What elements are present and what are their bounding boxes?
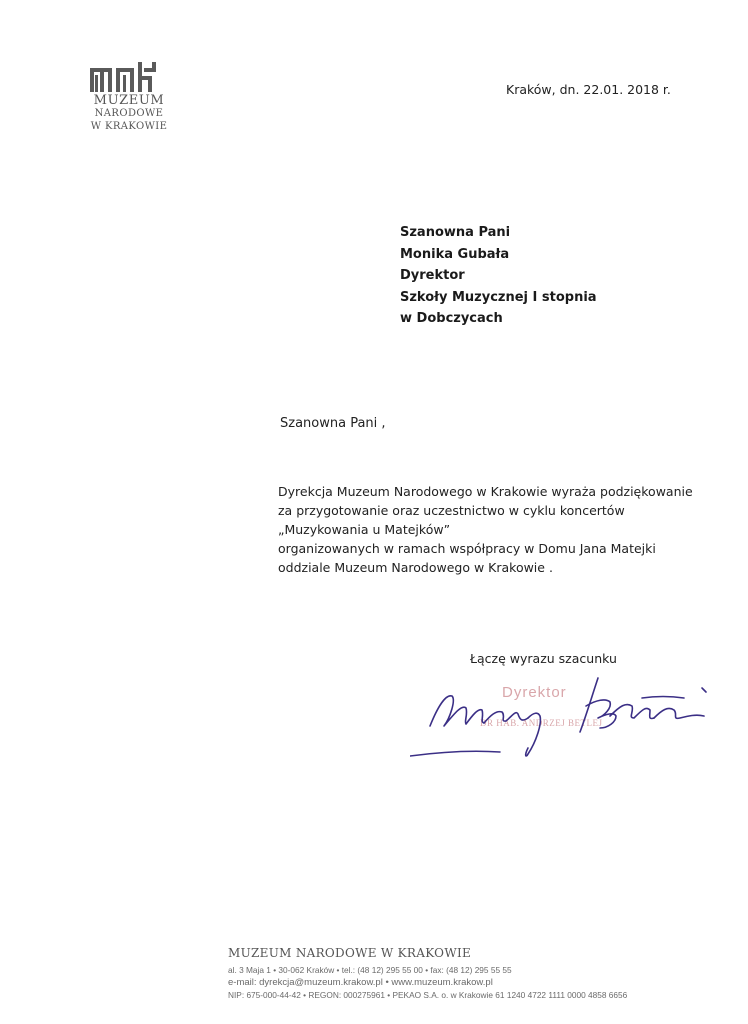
closing-phrase: Łączę wyrazu szacunku (470, 651, 617, 666)
footer-bank: NIP: 675-000-44-42 • REGON: 000275961 • PEKAO S.A. o. w Krakowie 61 1240 4722 1111 0000 4858 6656 (228, 990, 628, 1000)
logo-mark (88, 62, 168, 94)
stamp-title: Dyrektor (502, 684, 567, 701)
body-line-5: oddziale Muzeum Narodowego w Krakowie . (278, 560, 553, 575)
recipient-line-3: Dyrektor (400, 268, 465, 283)
body-line-2: za przygotowanie oraz uczestnictwo w cyklu koncertów (278, 503, 625, 518)
letter-body (278, 482, 693, 577)
recipient-line-1: Szanowna Pani (400, 225, 511, 240)
body-line-4: organizowanych w ramach współpracy w Domu Jana Matejki (278, 541, 656, 556)
logo-text (88, 94, 170, 133)
logo-line-2: NARODOWE (94, 108, 164, 119)
handwritten-signature (410, 666, 720, 766)
body-line-1: Dyrekcja Muzeum Narodowego w Krakowie wyraża podziękowanie (278, 484, 693, 499)
stamp-name: DR HAB. ANDRZEJ BETLEJ (480, 718, 603, 728)
logo-line-1: MUZEUM (93, 93, 165, 108)
body-line-3: „Muzykowania u Matejków” (278, 522, 451, 537)
letter-footer (228, 946, 738, 1002)
recipient-line-5: w Dobczycach (400, 311, 503, 326)
footer-address: al. 3 Maja 1 • 30-062 Kraków • tel.: (48 12) 295 55 00 • fax: (48 12) 295 55 55 (228, 965, 512, 975)
footer-contact: e-mail: dyrekcja@muzeum.krakow.pl • www.muzeum.krakow.pl (228, 976, 493, 988)
recipient-line-2: Monika Gubała (400, 246, 510, 262)
recipient-line-4: Szkoły Muzycznej I stopnia (400, 289, 597, 305)
salutation: Szanowna Pani , (280, 416, 386, 431)
letter-date: Kraków, dn. 22.01. 2018 r. (506, 82, 671, 97)
recipient-address (400, 222, 597, 330)
logo-line-3: W KRAKOWIE (90, 121, 168, 132)
footer-title: MUZEUM NARODOWE W KRAKOWIE (228, 946, 472, 960)
